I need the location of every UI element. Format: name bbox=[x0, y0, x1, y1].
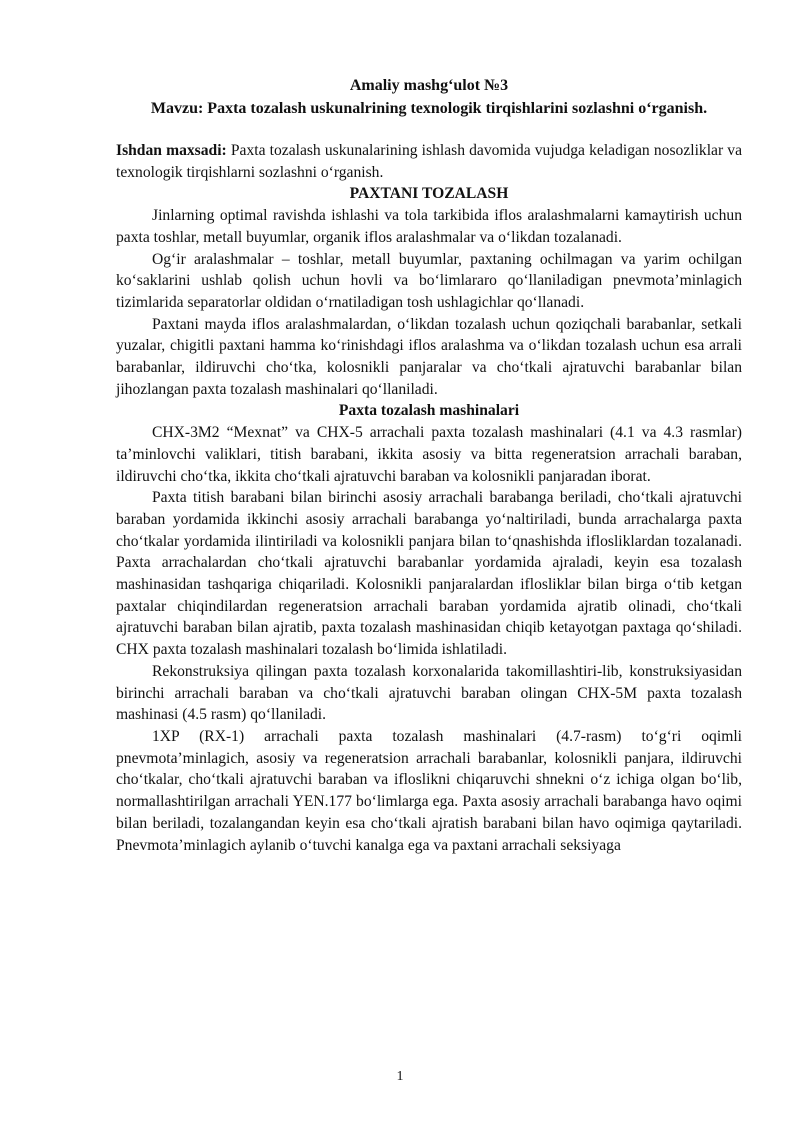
paragraph: Og‘ir aralashmalar – toshlar, metall buyumlar, paxtaning ochilmagan va yarim ochilgan ko‘saklarini ushlab qolish uchun hovli va bo‘limlararo qo‘llaniladigan pnevmota’minlagich tizimlarida separatorlar oldidan o‘rnatiladigan tosh ushlagichlar qo‘llanadi. bbox=[116, 250, 742, 311]
purpose-paragraph bbox=[116, 140, 742, 183]
document-title: Amaliy mashg‘ulot №3 bbox=[349, 77, 509, 94]
paragraph: Rekonstruksiya qilingan paxta tozalash korxonalarida takomillashtiri-lib, konstruksiyasidan birinchi arrachali baraban va cho‘tkali ajratuvchi baraban olingan CHX-5M paxta tozalash mashinasi (4.5 rasm) qo‘llaniladi. bbox=[116, 662, 742, 724]
page-number: 1 bbox=[396, 1069, 404, 1084]
paragraph: 1XP (RX-1) arrachali paxta tozalash mashinalari (4.7-rasm) to‘g‘ri oqimli pnevmota’minlagich, asosiy va regeneratsion arrachali barabanlar, kolosnikli panjara, ildiruvchi cho‘tkalar, cho‘tkali ajratuvchi baraban va ifloslikni chiqaruvchi shnekni o‘z ichiga olgan bo‘lib, normallashtirilgan arrachali YEN.177 bo‘limlarga ega. Paxta asosiy arrachali barabanga havo oqimi bilan beriladi, tozalangandan keyin esa cho‘tkali ajratish barabani bilan havo oqimiga qaytariladi. Pnevmota’minlagich aylanib o‘tuvchi kanalga ega va paxtani arrachali seksiyaga bbox=[116, 727, 742, 854]
paragraph: Paxta titish barabani bilan birinchi asosiy arrachali barabanga beriladi, cho‘tkali ajratuvchi baraban yordamida ikkinchi asosiy arrachali barabanga yo‘naltiriladi, bunda arrachalarga paxta cho‘tkalar yordamida ilintiriladi va kolosnikli panjara bilan to‘qnashishda iflosliklardan tozalanadi. Paxta arrachalardan cho‘tkali ajratuvchi barabanlar yordamida ajraladi, keyin esa tozalash mashinasidan tashqariga chiqariladi. Kolosnikli panjaralardan iflosliklar bilan birga o‘tib ketgan paxtalar chiqindilardan regeneratsion arrachali baraban yordamida ajratib olinadi, cho‘tkali ajratuvchi baraban bilan ajratib, paxta tozalash mashinasidan chiqib ketayotgan paxtaga qo‘shiladi. CHX paxta tozalash mashinalari tozalash bo‘limida ishlatiladi. bbox=[116, 489, 742, 659]
paragraph: Paxtani mayda iflos aralashmalardan, o‘likdan tozalash uchun qoziqchali barabanlar, setkali yuzalar, chigitli paxtani hamma ko‘rinishdagi iflos aralashma va o‘likdan tozalash uchun esa arrali barabanlar, ildiruvchi cho‘tka, kolosnikli panjaralar va cho‘tkali ajratuvchi barabanlar bilan jihozlangan paxta tozalash mashinalari qo‘llaniladi. bbox=[116, 315, 742, 398]
document-page bbox=[116, 74, 742, 856]
spacer bbox=[116, 120, 742, 140]
section-heading-paxta-tozalash-mashinalari: Paxta tozalash mashinalari bbox=[338, 402, 520, 420]
purpose-text: Paxta tozalash uskunalarining ishlash davomida vujudga keladigan nosozliklar va texnologik tirqishlarni sozlashni o‘rganish. bbox=[116, 142, 742, 181]
document-subtitle: Mavzu: Paxta tozalash uskunalrining texnologik tirqishlarini sozlashni o‘rganish. bbox=[150, 100, 708, 117]
section-heading-paxtani-tozalash: PAXTANI TOZALASH bbox=[349, 185, 509, 203]
paragraph: CHX-3M2 “Mexnat” va CHX-5 arrachali paxta tozalash mashinalari (4.1 va 4.3 rasmlar) ta’minlovchi valiklari, titish barabani, ikkita asosiy va bitta regeneratsion arrachali baraban, ildiruvchi cho‘tka, ikkita cho‘tkali ajratuvchi baraban va kolosnikli panjaradan iborat. bbox=[116, 424, 742, 485]
paragraph: Jinlarning optimal ravishda ishlashi va tola tarkibida iflos aralashmalarni kamaytirish uchun paxta toshlar, metall buyumlar, organik iflos aralashmalar va o‘likdan tozalanadi. bbox=[116, 207, 742, 246]
purpose-label: Ishdan maxsadi: bbox=[116, 142, 227, 159]
